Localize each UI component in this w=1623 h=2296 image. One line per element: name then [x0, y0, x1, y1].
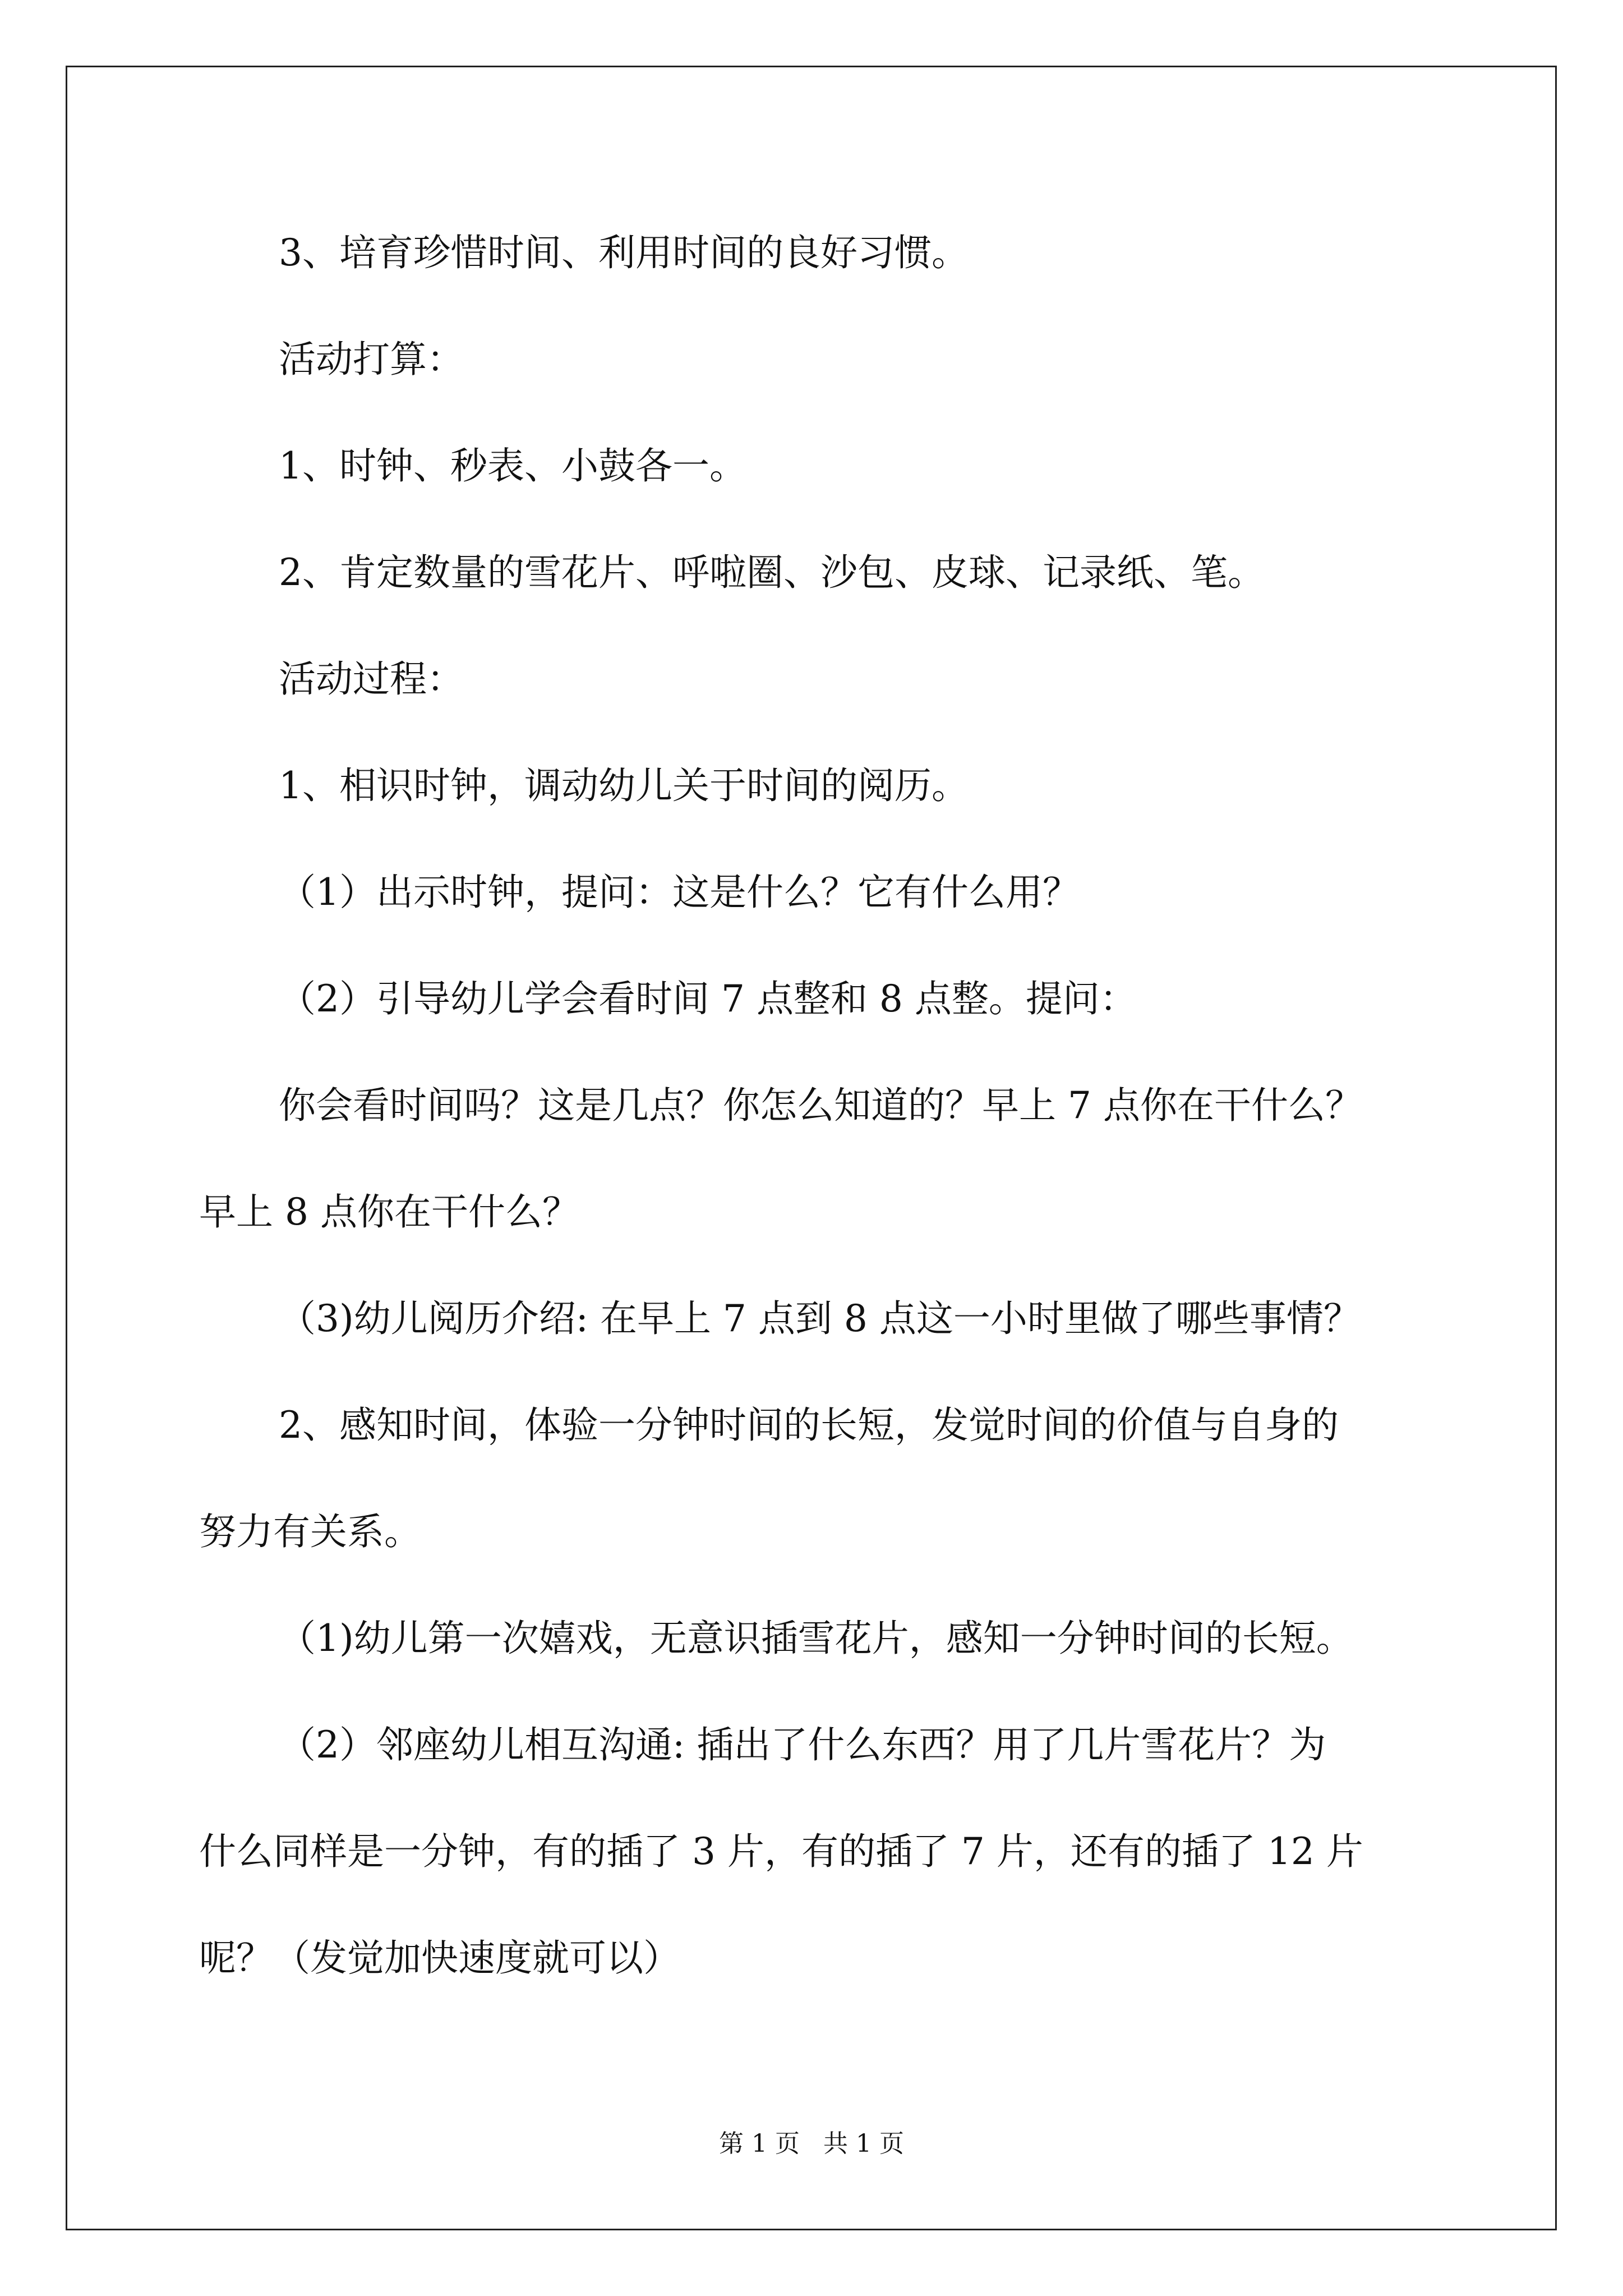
text-line-step-2-2-cont: 什么同样是一分钟，有的插了 3 片，有的插了 7 片，还有的插了 12 片	[199, 1830, 1363, 1873]
text-line-step-2-2: （2）邻座幼儿相互沟通: 插出了什么东西？用了几片雪花片？为	[279, 1723, 1326, 1766]
page-number-footer: 第 1 页 共 1 页	[719, 2129, 904, 2158]
text-line-questions: 你会看时间吗？这是几点？你怎么知道的？早上 7 点你在干什么？	[279, 1084, 1362, 1127]
text-line-preparation-2: 2、肯定数量的雪花片、呼啦圈、沙包、皮球、记录纸、笔。	[279, 551, 1265, 594]
text-line-step-2-cont: 努力有关系。	[199, 1510, 421, 1553]
text-line-step-1-2: （2）引导幼儿学会看时间 7 点整和 8 点整。提问：	[279, 977, 1137, 1020]
text-line-step-2: 2、感知时间，体验一分钟时间的长短，发觉时间的价值与自身的	[279, 1404, 1339, 1447]
text-line-process-heading: 活动过程：	[279, 657, 464, 701]
text-line-step-1-1: （1）出示时钟，提问：这是什么？它有什么用？	[279, 871, 1080, 914]
text-line-step-2-1: （1)幼儿第一次嬉戏，无意识插雪花片，感知一分钟时间的长短。	[279, 1617, 1353, 1660]
text-line-step-1-3: （3)幼儿阅历介绍: 在早上 7 点到 8 点这一小时里做了哪些事情？	[279, 1297, 1361, 1340]
text-line-goal-3: 3、培育珍惜时间、利用时间的良好习惯。	[279, 231, 969, 274]
text-line-preparation-1: 1、时钟、秒表、小鼓各一。	[279, 444, 746, 487]
text-line-step-1: 1、相识时钟，调动幼儿关于时间的阅历。	[279, 764, 969, 807]
text-line-preparation-heading: 活动打算：	[279, 338, 464, 381]
text-line-step-2-2-end: 呢？（发觉加快速度就可以）	[199, 1936, 680, 1980]
page-border	[66, 66, 1557, 2230]
text-line-questions-cont: 早上 8 点你在干什么？	[199, 1190, 579, 1234]
